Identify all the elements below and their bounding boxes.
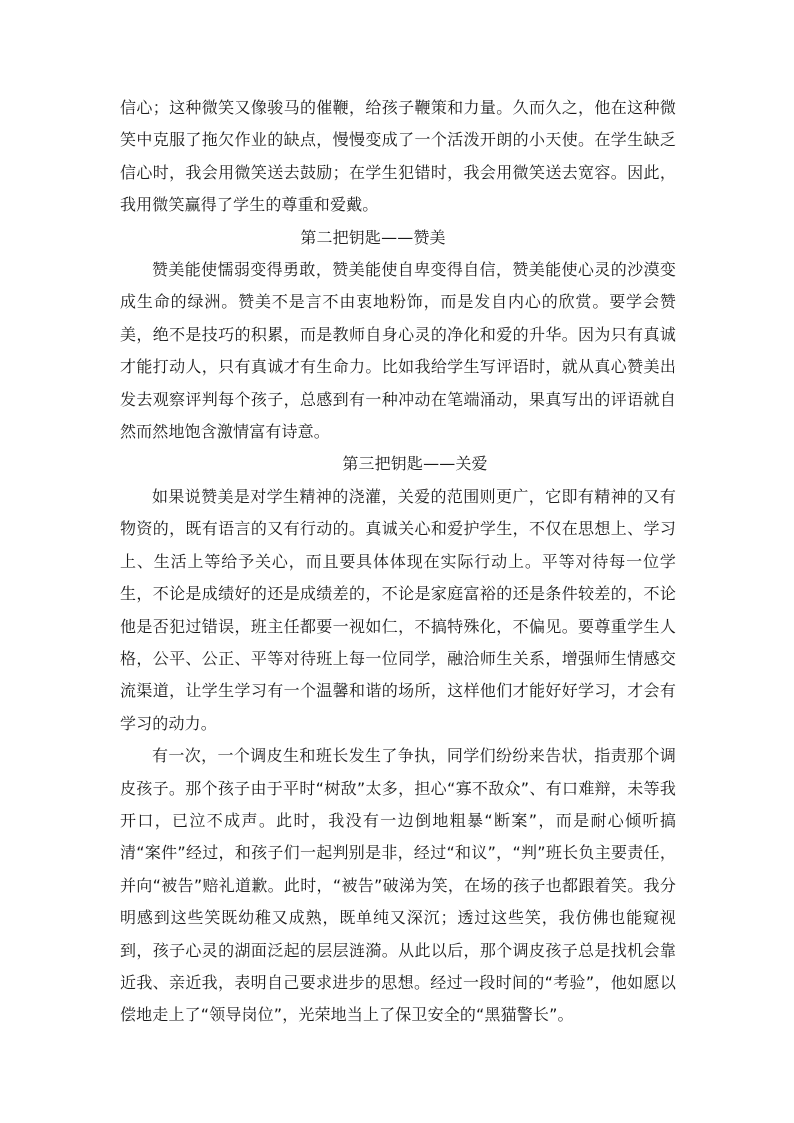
paragraph-praise: 赞美能使懦弱变得勇敢，赞美能使自卑变得自信，赞美能使心灵的沙漠变成生命的绿洲。赞美不是言不由衷地粉饰，而是发自内心的欣赏。要学会赞美，绝不是技巧的积累，而是教师自身心灵的净化和爱的升华。因为只有真诚才能打动人，只有真诚才有生命力。比如我给学生写评语时，就从真心赞美出发去观察评判每个孩子，总感到有一种冲动在笔端涌动，果真写出的评语就自然而然地饱含激情富有诗意。 [120,260,676,442]
section-heading-care: 第三把钥匙——关爱 [342,454,488,474]
document-body [120,92,676,1032]
paragraph-story: 有一次，一个调皮生和班长发生了争执，同学们纷纷来告状，指责那个调皮孩子。那个孩子由于平时“树敌”太多，担心“寡不敌众”、有口难辩，未等我开口，已泣不成声。此时，我没有一边倒地粗暴“断案”，而是耐心倾听搞清“案件”经过，和孩子们一起判别是非，经过“和议”，“判”班长负主要责任，并向“被告”赔礼道歉。此时，“被告”破涕为笑，在场的孩子也都跟着笑。我分明感到这些笑既幼稚又成熟，既单纯又深沉；透过这些笑，我仿佛也能窥视到，孩子心灵的湖面泛起的层层涟漪。从此以后，那个调皮孩子总是找机会靠近我、亲近我，表明自己要求进步的思想。经过一段时间的“考验”，他如愿以偿地走上了“领导岗位”，光荣地当上了保卫安全的“黑猫警长”。 [120,746,676,1025]
paragraph-care: 如果说赞美是对学生精神的浇灌，关爱的范围则更广，它即有精神的又有物资的，既有语言的又有行动的。真诚关心和爱护学生，不仅在思想上、学习上、生活上等给予关心，而且要具体体现在实际行动上。平等对待每一位学生，不论是成绩好的还是成绩差的，不论是家庭富裕的还是条件较差的，不论他是否犯过错误，班主任都要一视如仁，不搞特殊化，不偏见。要尊重学生人格，公平、公正、平等对待班上每一位同学，融洽师生关系，增强师生情感交流渠道，让学生学习有一个温馨和谐的场所，这样他们才能好好学习，才会有学习的动力。 [120,486,676,733]
paragraph-smile-continuation: 信心；这种微笑又像骏马的催鞭，给孩子鞭策和力量。久而久之，他在这种微笑中克服了拖欠作业的缺点，慢慢变成了一个活泼开朗的小天使。在学生缺乏信心时，我会用微笑送去鼓励；在学生犯错时，我会用微笑送去宽容。因此，我用微笑赢得了学生的尊重和爱戴。 [120,98,676,215]
section-heading-praise: 第二把钥匙——赞美 [300,227,446,247]
